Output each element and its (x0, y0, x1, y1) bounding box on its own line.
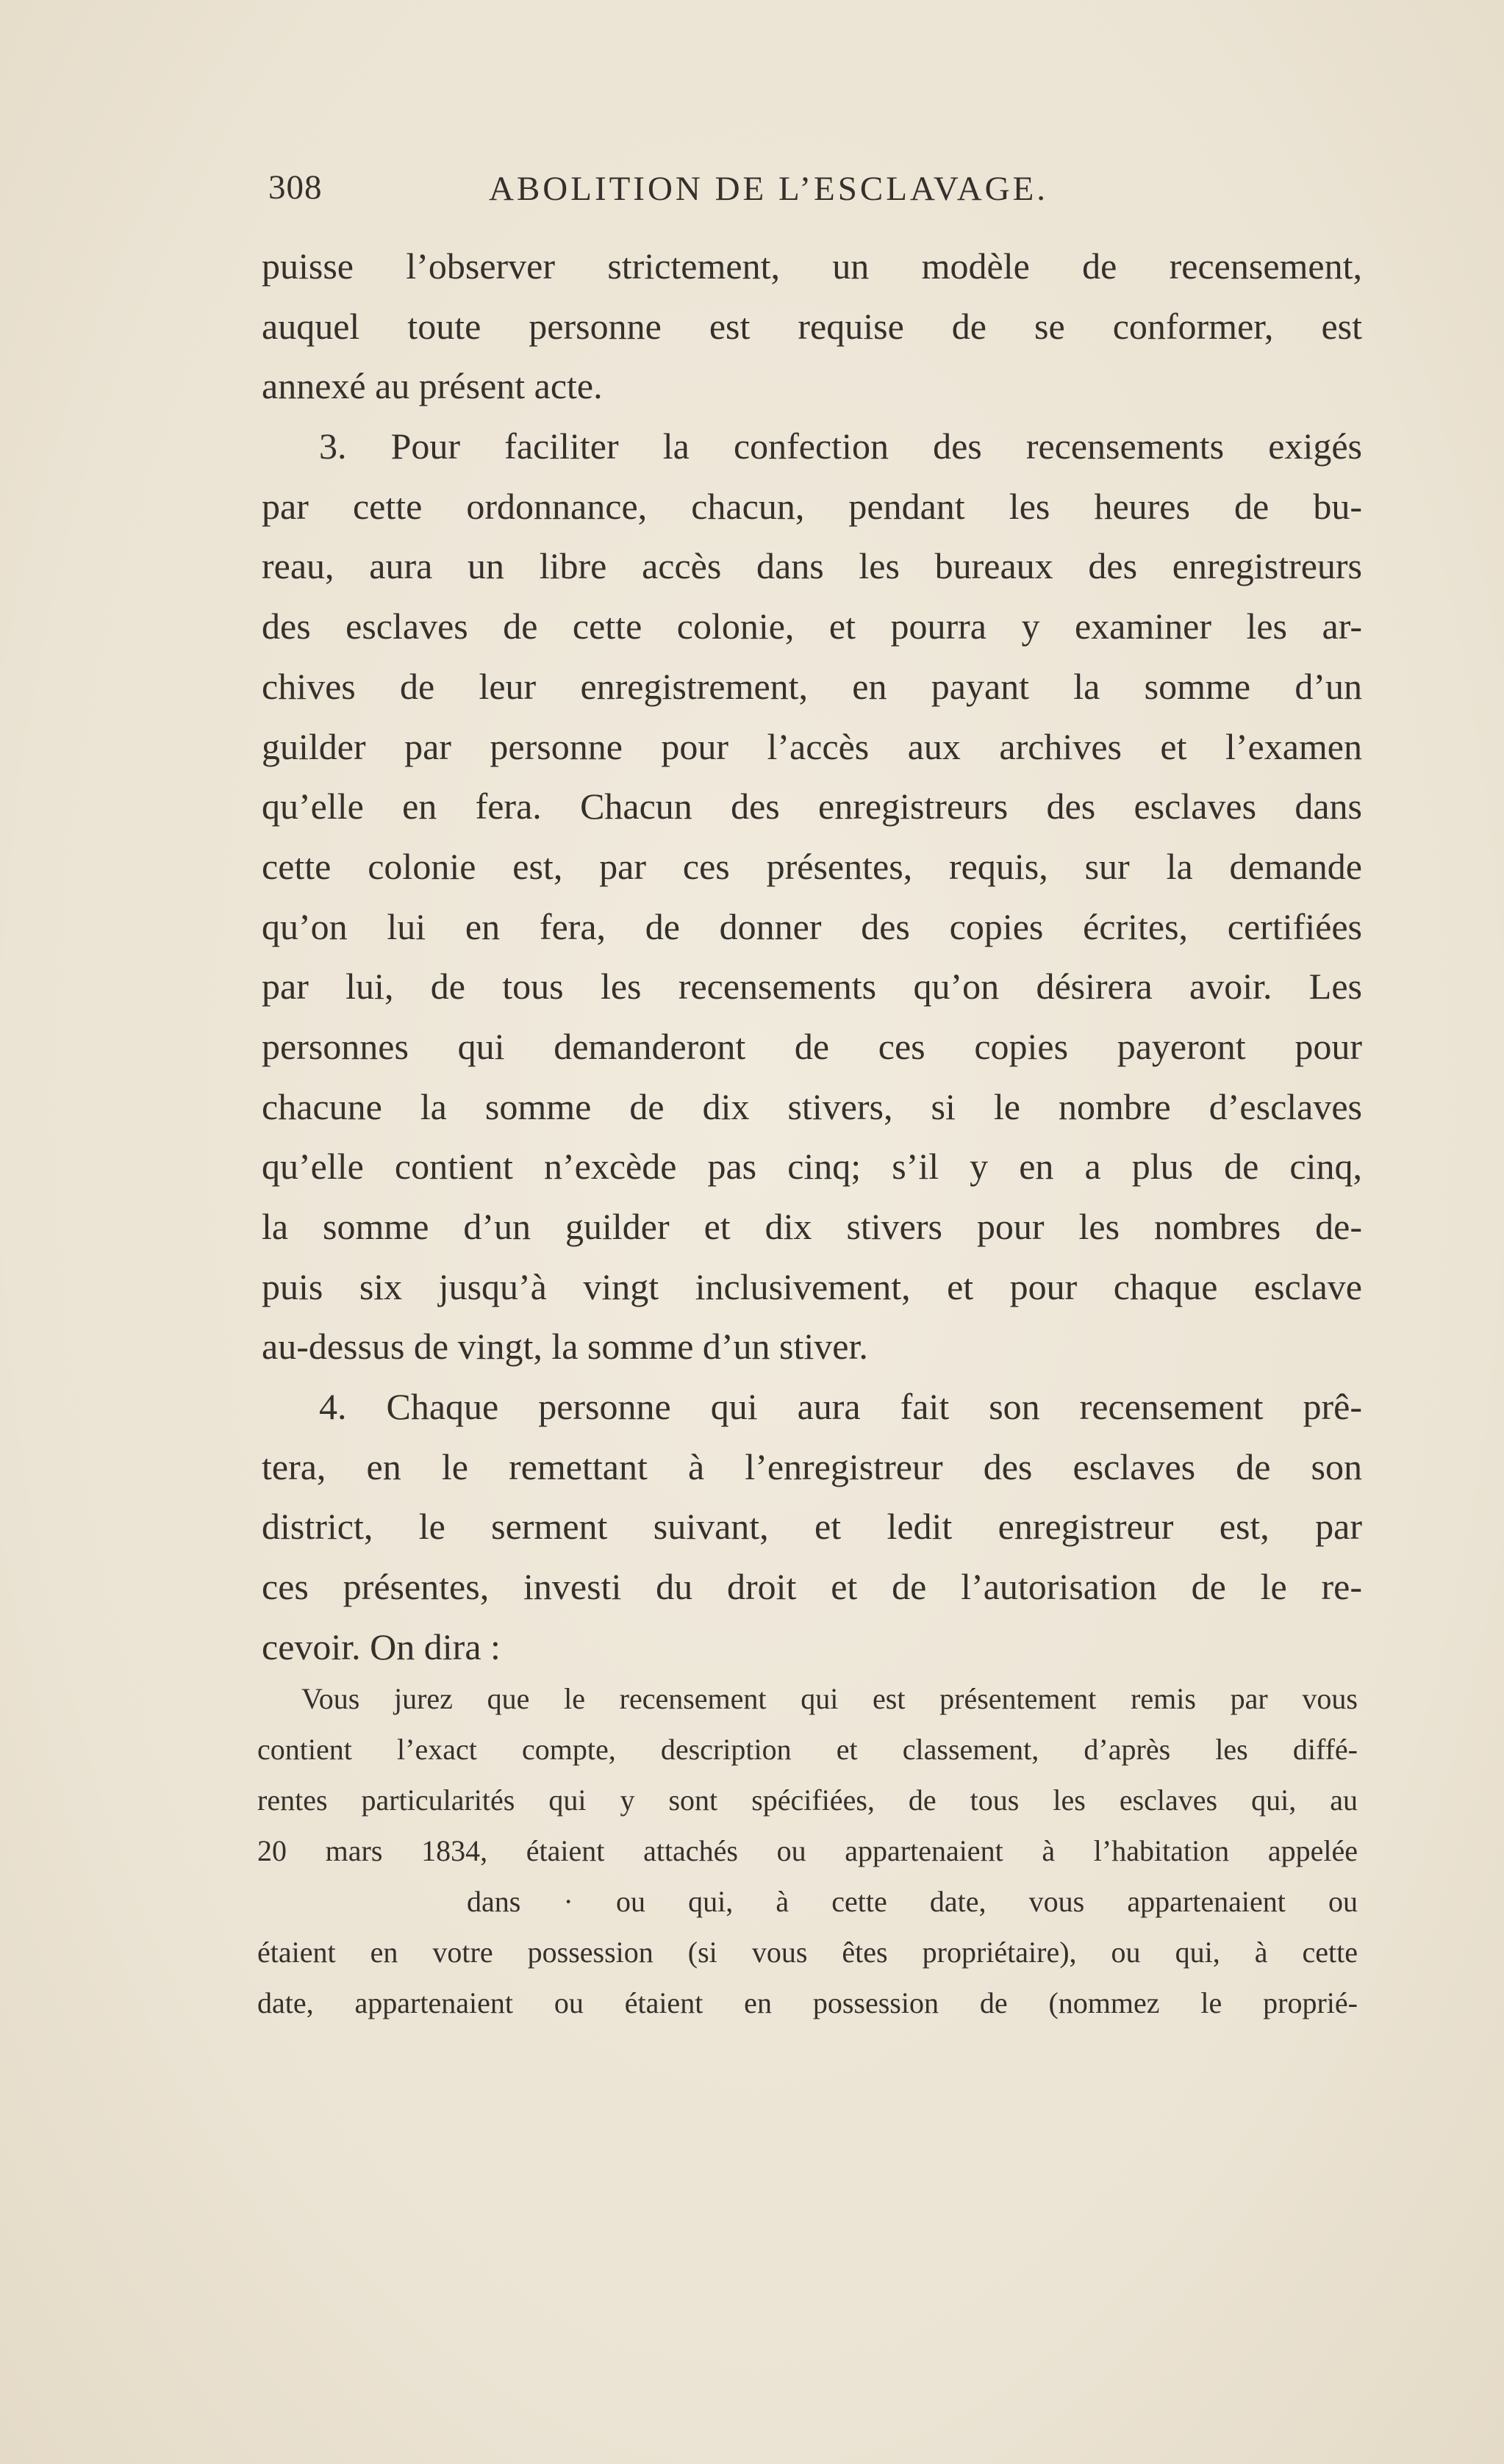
page-number: 308 (268, 168, 323, 206)
text-line: personnes qui demanderont de ces copies payeront pour (262, 1025, 1362, 1067)
oath-line: date, appartenaient ou étaient en possession de (nommez le proprié- (257, 1986, 1358, 2019)
text-line: puis six jusqu’à vingt inclusivement, et pour chaque esclave (262, 1265, 1362, 1307)
text-line: annexé au présent acte. (262, 365, 603, 407)
oath-line: 20 mars 1834, étaient attachés ou appartenaient à l’habitation appelée (257, 1834, 1358, 1867)
text-line: des esclaves de cette colonie, et pourra y examiner les ar- (262, 606, 1362, 647)
text-line: district, le serment suivant, et ledit enregistreur est, par (262, 1506, 1362, 1548)
page-header (268, 168, 1371, 219)
text-line: qu’elle contient n’excède pas cinq; s’il y en a plus de cinq, (262, 1146, 1362, 1188)
text-line: la somme d’un guilder et dix stivers pour les nombres de- (262, 1206, 1362, 1247)
text-line: tera, en le remettant à l’enregistreur des esclaves de son (262, 1445, 1362, 1487)
text-line: cevoir. On dira : (262, 1626, 501, 1667)
text-line: qu’elle en fera. Chacun des enregistreurs des esclaves dans (262, 786, 1362, 827)
oath-line: rentes particularités qui y sont spécifiées, de tous les esclaves qui, au (257, 1784, 1358, 1817)
oath-line: Vous jurez que le recensement qui est présentement remis par vous (301, 1682, 1358, 1715)
text-line: par lui, de tous les recensements qu’on désirera avoir. Les (262, 966, 1362, 1007)
body-text (262, 237, 1362, 1678)
text-line: auquel toute personne est requise de se conformer, est (262, 305, 1362, 347)
text-line: chacune la somme de dix stivers, si le nombre d’esclaves (262, 1085, 1362, 1127)
text-line: puisse l’observer strictement, un modèle de recensement, (262, 245, 1362, 287)
text-line: chives de leur enregistrement, en payant la somme d’un (262, 665, 1362, 707)
text-line: 4. Chaque personne qui aura fait son recensement prê- (319, 1386, 1362, 1428)
text-line: reau, aura un libre accès dans les bureaux des enregistreurs (262, 545, 1362, 587)
text-line: guilder par personne pour l’accès aux archives et l’examen (262, 725, 1362, 767)
oath-line: dans · ou qui, à cette date, vous appartenaient ou (467, 1885, 1358, 1918)
text-line: par cette ordonnance, chacun, pendant les heures de bu- (262, 485, 1362, 527)
text-line: ces présentes, investi du droit et de l’autorisation de le re- (262, 1566, 1362, 1608)
running-title: ABOLITION DE L’ESCLAVAGE. (489, 170, 1049, 208)
oath-text (257, 1673, 1358, 2028)
text-line: qu’on lui en fera, de donner des copies écrites, certifiées (262, 905, 1362, 947)
text-line: au-dessus de vingt, la somme d’un stiver. (262, 1326, 868, 1368)
oath-line: contient l’exact compte, description et classement, d’après les diffé- (257, 1733, 1358, 1766)
text-line: cette colonie est, par ces présentes, requis, sur la demande (262, 845, 1362, 887)
oath-line: étaient en votre possession (si vous êtes propriétaire), ou qui, à cette (257, 1936, 1358, 1969)
text-line: 3. Pour faciliter la confection des recensements exigés (319, 425, 1362, 467)
